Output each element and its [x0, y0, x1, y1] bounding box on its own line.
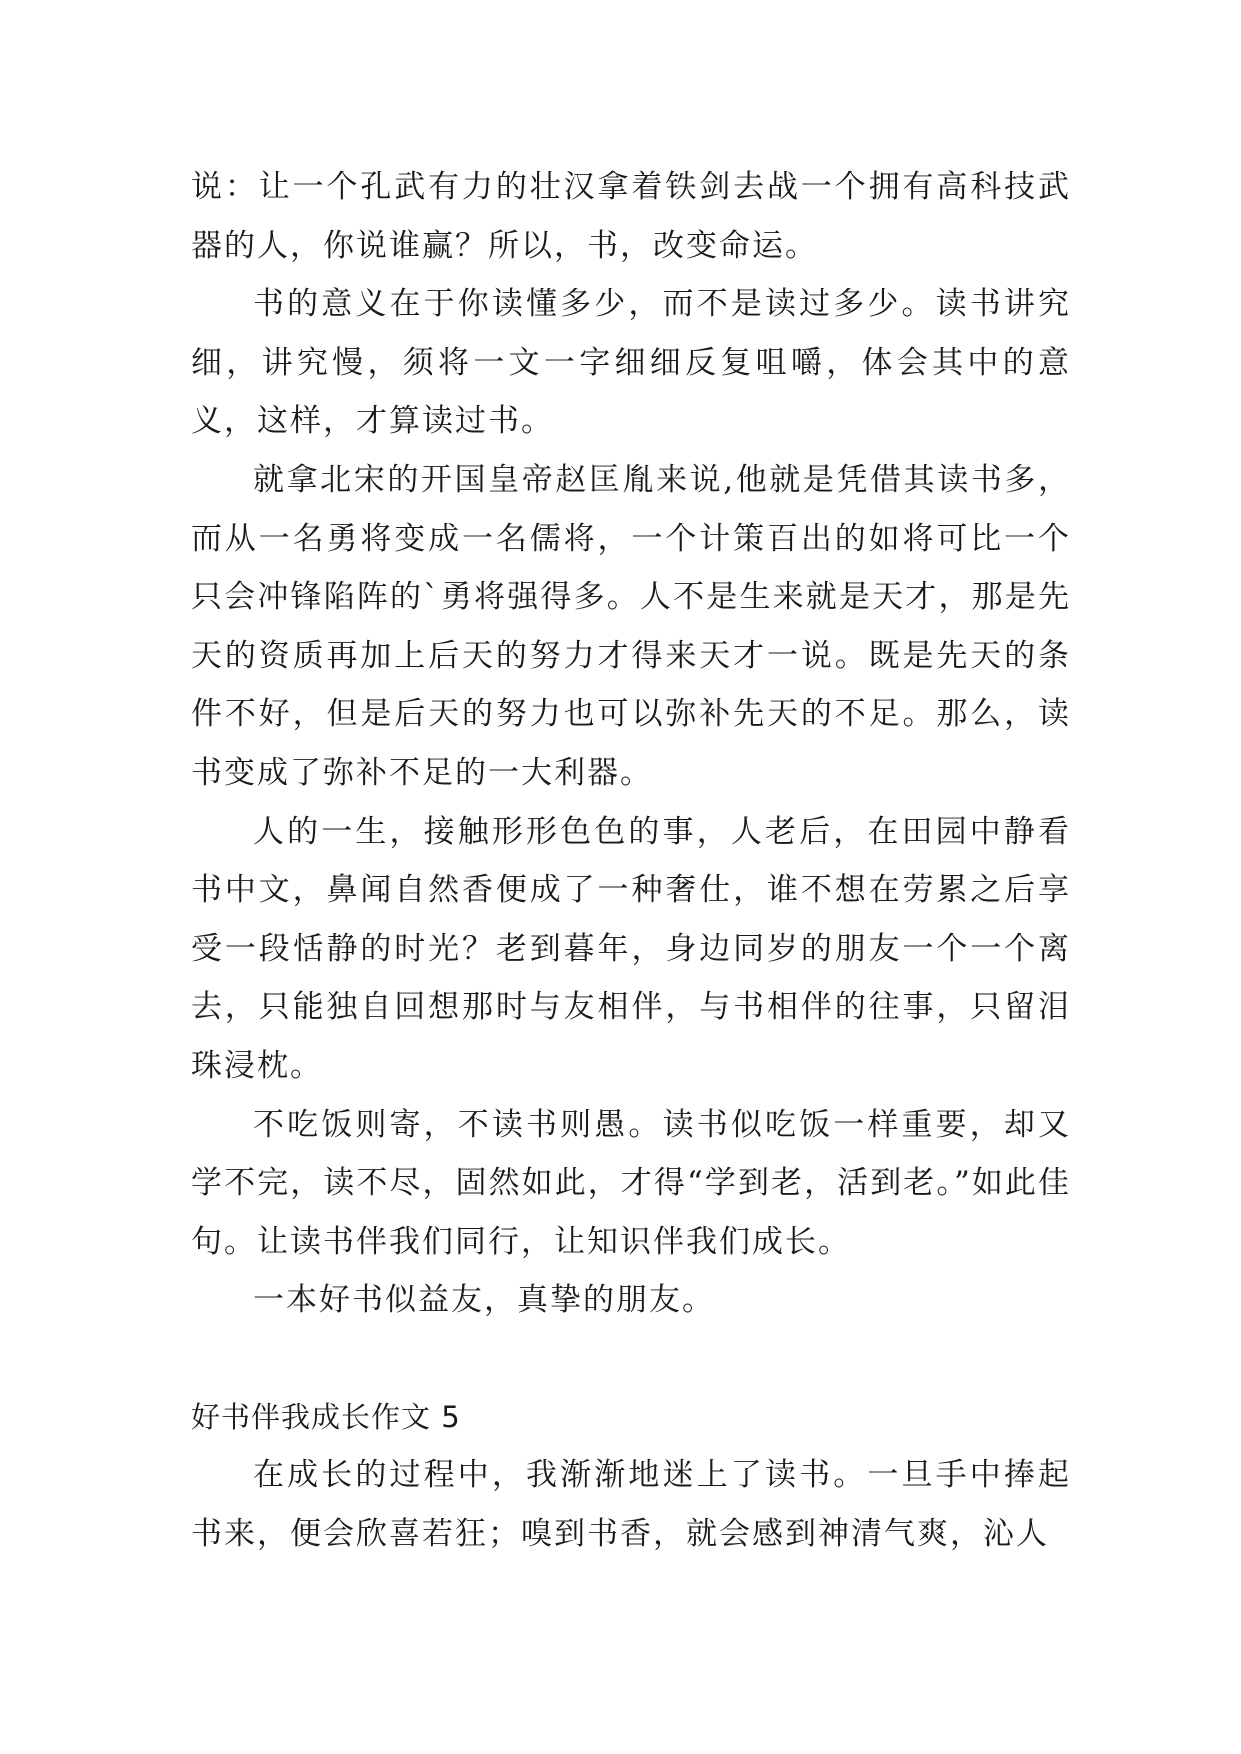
paragraph: 不吃饭则寄，不读书则愚。读书似吃饭一样重要，却又学不完，读不尽，固然如此，才得“学到老，活到老。”如此佳句。让读书伴我们同行，让知识伴我们成长。 [191, 1106, 1071, 1260]
paragraph: 一本好书似益友，真挚的朋友。 [253, 1282, 715, 1319]
paragraph: 在成长的过程中，我渐渐地迷上了读书。一旦手中捧起书来，便会欣喜若狂；嗅到书香，就会感到神清气爽，沁人 [191, 1457, 1071, 1553]
document-body [191, 158, 1071, 1564]
section-heading: 好书伴我成长作文 5 [191, 1399, 461, 1434]
paragraph: 就拿北宋的开国皇帝赵匡胤来说,他就是凭借其读书多，而从一名勇将变成一名儒将，一个计策百出的如将可比一个只会冲锋陷阵的`勇将强得多。人不是生来就是天才，那是先天的资质再加上后天的努力才得来天才一说。既是先天的条件不好，但是后天的努力也可以弥补先天的不足。那么，读书变成了弥补不足的一大利器。 [191, 461, 1071, 791]
paragraph: 说：让一个孔武有力的壮汉拿着铁剑去战一个拥有高科技武器的人，你说谁赢？所以，书，改变命运。 [191, 169, 1071, 264]
paragraph: 人的一生，接触形形色色的事，人老后，在田园中静看书中文，鼻闻自然香便成了一种奢仕，谁不想在劳累之后享受一段恬静的时光？老到暮年，身边同岁的朋友一个一个离去，只能独自回想那时与友相伴，与书相伴的往事，只留泪珠浸枕。 [191, 813, 1071, 1084]
paragraph: 书的意义在于你读懂多少，而不是读过多少。读书讲究细，讲究慢，须将一文一字细细反复咀嚼，体会其中的意义，这样，才算读过书。 [191, 286, 1071, 440]
